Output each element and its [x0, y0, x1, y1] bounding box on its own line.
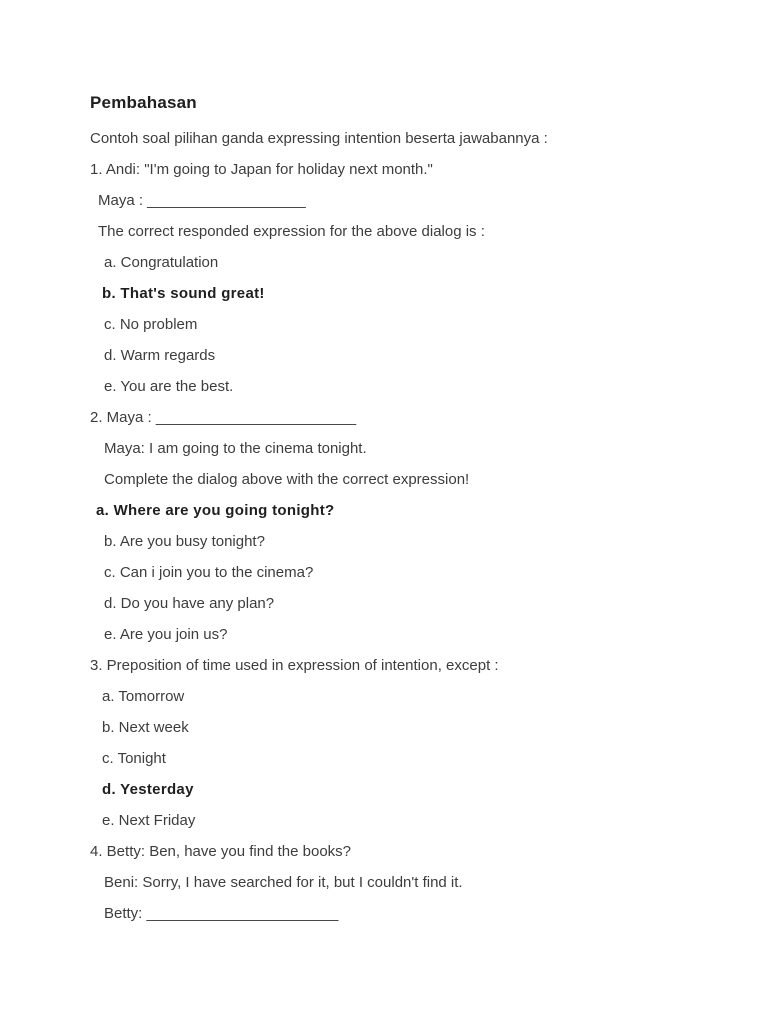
- document-line: d. Warm regards: [104, 347, 216, 364]
- document-line: a. Where are you going tonight?: [96, 502, 335, 519]
- document-line: Contoh soal pilihan ganda expressing intention beserta jawabannya :: [90, 130, 548, 147]
- document-line: 1. Andi: "I'm going to Japan for holiday next month.": [90, 161, 433, 178]
- document-line: 3. Preposition of time used in expression of intention, except :: [90, 657, 499, 674]
- document-line: d. Yesterday: [102, 781, 194, 798]
- document-line: 2. Maya : ________________________: [90, 409, 357, 426]
- page-title: Pembahasan: [90, 93, 197, 112]
- document-line: e. Next Friday: [102, 812, 196, 829]
- document-line: c. Can i join you to the cinema?: [104, 564, 314, 581]
- document-line: Betty: _______________________: [104, 905, 339, 922]
- document-line: 4. Betty: Ben, have you find the books?: [90, 843, 352, 860]
- document-line: c. No problem: [104, 316, 198, 333]
- document-line: e. You are the best.: [104, 378, 234, 395]
- document-line: a. Tomorrow: [102, 688, 185, 705]
- document-line: Beni: Sorry, I have searched for it, but I couldn't find it.: [104, 874, 463, 891]
- document-line: d. Do you have any plan?: [104, 595, 275, 612]
- document-line: b. Are you busy tonight?: [104, 533, 265, 550]
- document-line: Maya : ___________________: [98, 192, 306, 209]
- document-line: Complete the dialog above with the correct expression!: [104, 471, 470, 488]
- document-line: c. Tonight: [102, 750, 166, 767]
- document-line: a. Congratulation: [104, 254, 219, 271]
- document-line: b. Next week: [102, 719, 189, 736]
- document-line: b. That's sound great!: [102, 285, 265, 302]
- document-body: [90, 123, 728, 929]
- document-line: e. Are you join us?: [104, 626, 228, 643]
- document-line: The correct responded expression for the above dialog is :: [98, 223, 485, 240]
- document-line: Maya: I am going to the cinema tonight.: [104, 440, 367, 457]
